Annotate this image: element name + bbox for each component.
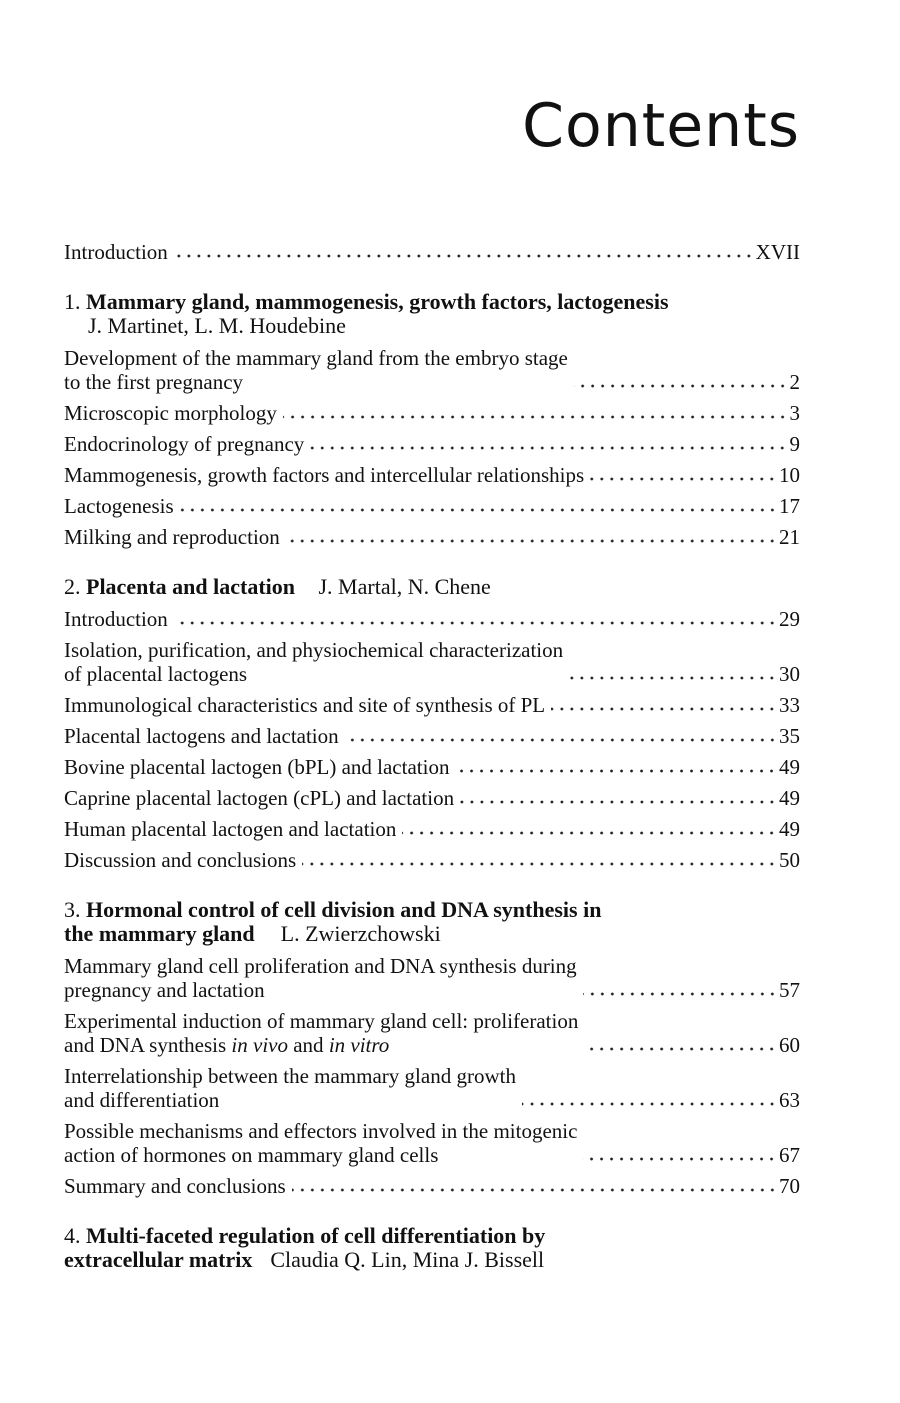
toc-entry-page: 21 (779, 525, 800, 549)
chapter-heading (64, 898, 800, 946)
toc-entry[interactable] (64, 432, 800, 456)
toc-entry-title: Milking and reproduction (64, 525, 280, 549)
toc-entry[interactable] (64, 817, 800, 841)
toc-entry[interactable] (64, 1174, 800, 1198)
dot-leader (345, 738, 777, 742)
toc-entry-page: 67 (779, 1143, 800, 1167)
toc-entry-page: 10 (779, 463, 800, 487)
toc-entry[interactable] (64, 755, 800, 779)
toc-entry-title (64, 1009, 584, 1057)
dot-leader (174, 621, 777, 625)
toc-entry-title: Mammogenesis, growth factors and intercellular relationships (64, 463, 585, 487)
dot-leader (283, 415, 788, 419)
dot-leader (590, 477, 777, 481)
toc-entry-title-pre: and DNA synthesis (64, 1033, 232, 1057)
chapter-title-line-1: Hormonal control of cell division and DNA synthesis in (86, 897, 602, 922)
dot-leader (455, 769, 777, 773)
toc-entry-title-mid: and (287, 1033, 329, 1057)
dot-leader (584, 1047, 777, 1051)
toc-entry-title: Discussion and conclusions (64, 848, 297, 872)
toc-entry[interactable] (64, 954, 800, 1002)
chapter-heading (64, 1224, 800, 1272)
toc-entry-title: Bovine placental lactogen (bPL) and lactation (64, 755, 450, 779)
dot-leader (522, 1102, 777, 1106)
toc-entry-page: 3 (789, 401, 800, 425)
chapter-entries (64, 607, 800, 872)
dot-leader (310, 446, 787, 450)
toc-entry[interactable] (64, 724, 800, 748)
toc-entry-title: Lactogenesis (64, 494, 174, 518)
chapter-2 (64, 575, 800, 872)
toc-entry-title-italic-in-vivo: in vivo (231, 1033, 288, 1057)
toc-entry-title: Endocrinology of pregnancy (64, 432, 305, 456)
toc-entry-title: Introduction (64, 240, 168, 264)
toc-entry-page: XVII (755, 240, 800, 264)
chapter-title[interactable]: Mammary gland, mammogenesis, growth factors, lactogenesis (86, 289, 669, 314)
chapter-3 (64, 898, 800, 1198)
dot-leader (180, 508, 777, 512)
toc-entry[interactable] (64, 638, 800, 686)
chapter-entries (64, 954, 800, 1198)
toc-entry[interactable] (64, 525, 800, 549)
toc-entry-page: 35 (779, 724, 800, 748)
chapter-heading (64, 290, 800, 338)
chapter-1 (64, 290, 800, 549)
toc-entry-page: 9 (789, 432, 800, 456)
dot-leader (402, 831, 777, 835)
toc-entry-page: 2 (789, 370, 800, 394)
toc-entry-title: Placental lactogens and lactation (64, 724, 339, 748)
chapter-title-line-1: Multi-faceted regulation of cell differentiation by (86, 1223, 546, 1248)
toc-entry-title-italic-in-vitro: in vitro (328, 1033, 390, 1057)
chapter-entries (64, 346, 800, 549)
chapter-4 (64, 1224, 800, 1272)
toc-entry-introduction[interactable] (64, 240, 800, 264)
dot-leader (569, 676, 777, 680)
chapter-number: 1. (64, 289, 81, 314)
dot-leader (583, 992, 777, 996)
toc-entry-title: Summary and conclusions (64, 1174, 286, 1198)
chapter-title[interactable] (64, 1224, 800, 1248)
chapter-title[interactable] (64, 898, 800, 922)
page-title: Contents (522, 91, 800, 161)
toc-entry-title: Development of the mammary gland from the embryo stage to the first pregnancy (64, 346, 568, 394)
toc-entry-page: 33 (779, 693, 800, 717)
toc-entry-page: 17 (779, 494, 800, 518)
dot-leader (286, 539, 777, 543)
toc-entry[interactable] (64, 607, 800, 631)
toc-entry-page: 49 (779, 786, 800, 810)
chapter-authors: L. Zwierzchowski (280, 921, 441, 946)
toc-entry-title: Isolation, purification, and physiochemical characterization of placental lactogens (64, 638, 564, 686)
toc-entry[interactable] (64, 494, 800, 518)
chapter-title-line-2[interactable]: the mammary gland (64, 921, 255, 946)
toc-entry-page: 50 (779, 848, 800, 872)
toc-entry-page: 63 (779, 1088, 800, 1112)
chapter-title-line-2[interactable]: extracellular matrix (64, 1247, 253, 1272)
toc-entry[interactable] (64, 463, 800, 487)
dot-leader (174, 254, 754, 258)
toc-entry[interactable] (64, 401, 800, 425)
toc-entry[interactable] (64, 1009, 800, 1057)
toc-entry[interactable] (64, 1119, 800, 1167)
dot-leader (583, 1157, 777, 1161)
toc-entry-title: Introduction (64, 607, 168, 631)
chapter-number: 4. (64, 1223, 81, 1248)
toc-entry[interactable] (64, 346, 800, 394)
toc-entry-page: 60 (779, 1033, 800, 1057)
toc-entry-title-line-1: Experimental induction of mammary gland cell: proliferation (64, 1009, 579, 1033)
toc-entry-title: Caprine placental lactogen (cPL) and lactation (64, 786, 455, 810)
toc-entry-title: Possible mechanisms and effectors involved in the mitogenic action of hormones on mammary gland cells (64, 1119, 578, 1167)
chapter-authors: J. Martinet, L. M. Houdebine (88, 313, 346, 338)
toc-entry-page: 30 (779, 662, 800, 686)
toc-entry-title: Mammary gland cell proliferation and DNA synthesis during pregnancy and lactation (64, 954, 577, 1002)
dot-leader (574, 384, 788, 388)
toc-entry-title: Human placental lactogen and lactation (64, 817, 397, 841)
toc-entry[interactable] (64, 693, 800, 717)
toc-entry-title: Microscopic morphology (64, 401, 277, 425)
toc-entry-page: 49 (779, 755, 800, 779)
chapter-authors: J. Martal, N. Chene (318, 574, 491, 599)
chapter-number: 3. (64, 897, 81, 922)
toc-entry-title: Interrelationship between the mammary gland growth and differentiation (64, 1064, 516, 1112)
chapter-number: 2. (64, 574, 81, 599)
table-of-contents (64, 240, 800, 1280)
dot-leader (302, 862, 777, 866)
chapter-heading (64, 575, 800, 599)
chapter-authors: Claudia Q. Lin, Mina J. Bissell (270, 1247, 545, 1272)
toc-entry[interactable] (64, 1064, 800, 1112)
toc-entry-page: 57 (779, 978, 800, 1002)
toc-entry-page: 70 (779, 1174, 800, 1198)
toc-entry[interactable] (64, 786, 800, 810)
chapter-title[interactable]: Placenta and lactation (86, 574, 295, 599)
toc-entry-title: Immunological characteristics and site of synthesis of PL (64, 693, 546, 717)
toc-entry-page: 49 (779, 817, 800, 841)
dot-leader (460, 800, 777, 804)
toc-entry-page: 29 (779, 607, 800, 631)
toc-entry[interactable] (64, 848, 800, 872)
dot-leader (551, 707, 777, 711)
dot-leader (292, 1188, 777, 1192)
